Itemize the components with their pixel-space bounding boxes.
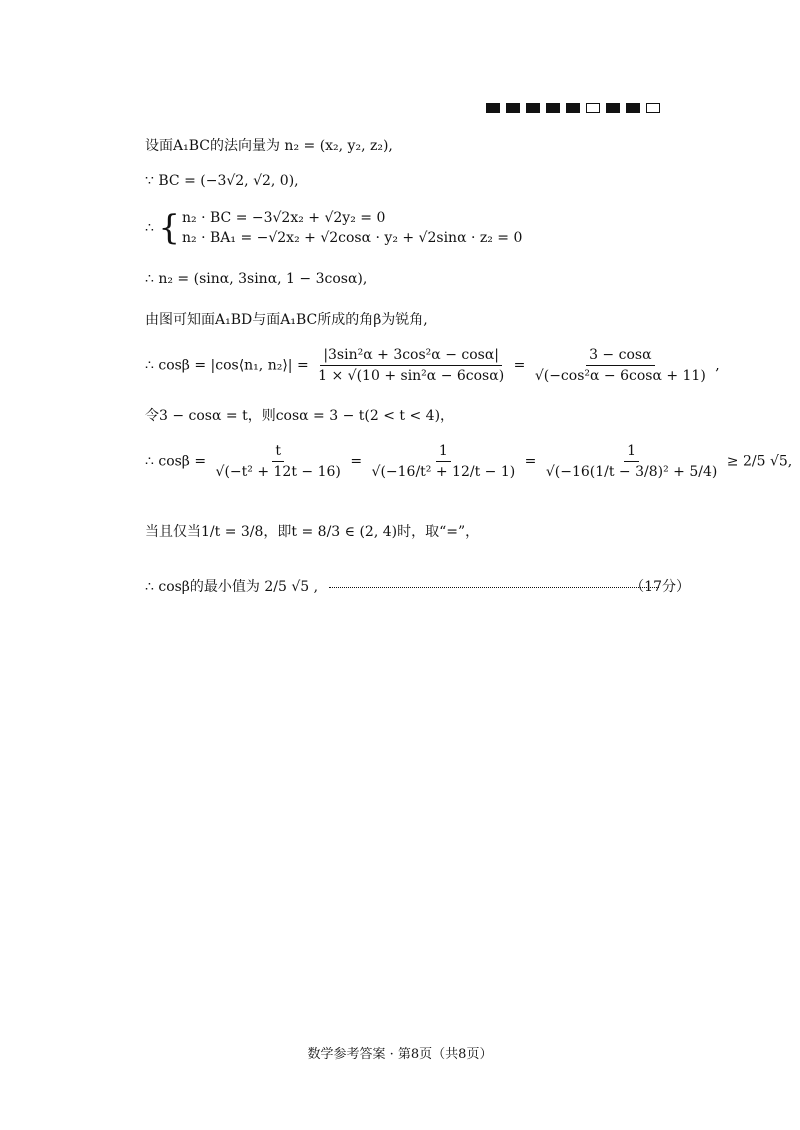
line-acute-angle: 由图可知面A₁BD与面A₁BC所成的角β为锐角, [145,312,428,328]
header-mark-icon [486,103,500,113]
fraction-2: $\frac{3 - \cos\alpha}{\text{√(−cos²α − 6cosα + 11)}}$ [534,347,706,384]
line-cos-beta: ∴ cosβ = |cos⟨n₁, n₂⟩| = $\frac{\text{|3sin²α + 3cos²α − cosα|}}{\text{1 × √(10 + sin²α − 6cosα)}}$ = $\frac{3 - \cos\alpha}{\text{√(−cos²α − 6cosα + 11)}}$ , [145,347,720,384]
brace-icon: { [158,208,180,248]
system-row-2: n₂ · BA₁ = −√2x₂ + √2cosα · y₂ + √2sinα · z₂ = 0 [182,230,523,246]
line-equality-condition: 当且仅当1/t = 3/8，即t = 8/3 ∈ (2, 4)时，取“=”， [145,524,480,540]
line-normal-vector: 设面A₁BC的法向量为 n₂ = (x₂, y₂, z₂), [145,138,393,154]
header-mark-icon [506,103,520,113]
header-mark-icon [546,103,560,113]
line-bc-vector: ∵ BC = (−3√2, √2, 0), [145,173,299,189]
header-mark-icon [626,103,640,113]
line-cos-beta-t: ∴ cosβ = $\frac{t}{\text{√(−t² + 12t − 16)}}$ = $\frac{1}{\text{√(−16/t² + 12/t − 1)}}$ = $\frac{1}{\text{√(−16(1/t − 3/8)² + 5/4)}}$ ≥ 2/5 √5, [145,443,793,480]
fraction-1: $\frac{\text{|3sin²α + 3cos²α − cosα|}}{\text{1 × √(10 + sin²α − 6cosα)}}$ [318,347,505,384]
header-mark-icon [646,103,660,113]
page-footer: 数学参考答案 · 第8页（共8页） [307,1047,493,1062]
line-n2-result: ∴ n₂ = (sinα, 3sinα, 1 − 3cosα), [145,271,368,287]
fraction-t-2: $\frac{1}{\text{√(−16/t² + 12/t − 1)}}$ [371,443,516,480]
header-mark-icon [606,103,620,113]
fraction-t-3: $\frac{1}{\text{√(−16(1/t − 3/8)² + 5/4)}}$ [545,443,718,480]
line-system: ∴ { n₂ · BC = −3√2x₂ + √2y₂ = 0 n₂ · BA₁ = −√2x₂ + √2cosα · y₂ + √2sinα · z₂ = 0 [145,208,523,248]
dotted-leader [329,587,659,588]
header-mark-icon [586,103,600,113]
header-marks [486,103,660,113]
header-mark-icon [526,103,540,113]
fraction-t-1: $\frac{t}{\text{√(−t² + 12t − 16)}}$ [215,443,341,480]
score-label: （17分） [630,579,690,595]
system-row-1: n₂ · BC = −3√2x₂ + √2y₂ = 0 [182,210,386,226]
header-mark-icon [566,103,580,113]
line-substitution: 令3 − cosα = t，则cosα = 3 − t(2 < t < 4)， [145,408,455,424]
line-minimum: ∴ cosβ的最小值为 2/5 √5 , （17分） [145,576,690,596]
